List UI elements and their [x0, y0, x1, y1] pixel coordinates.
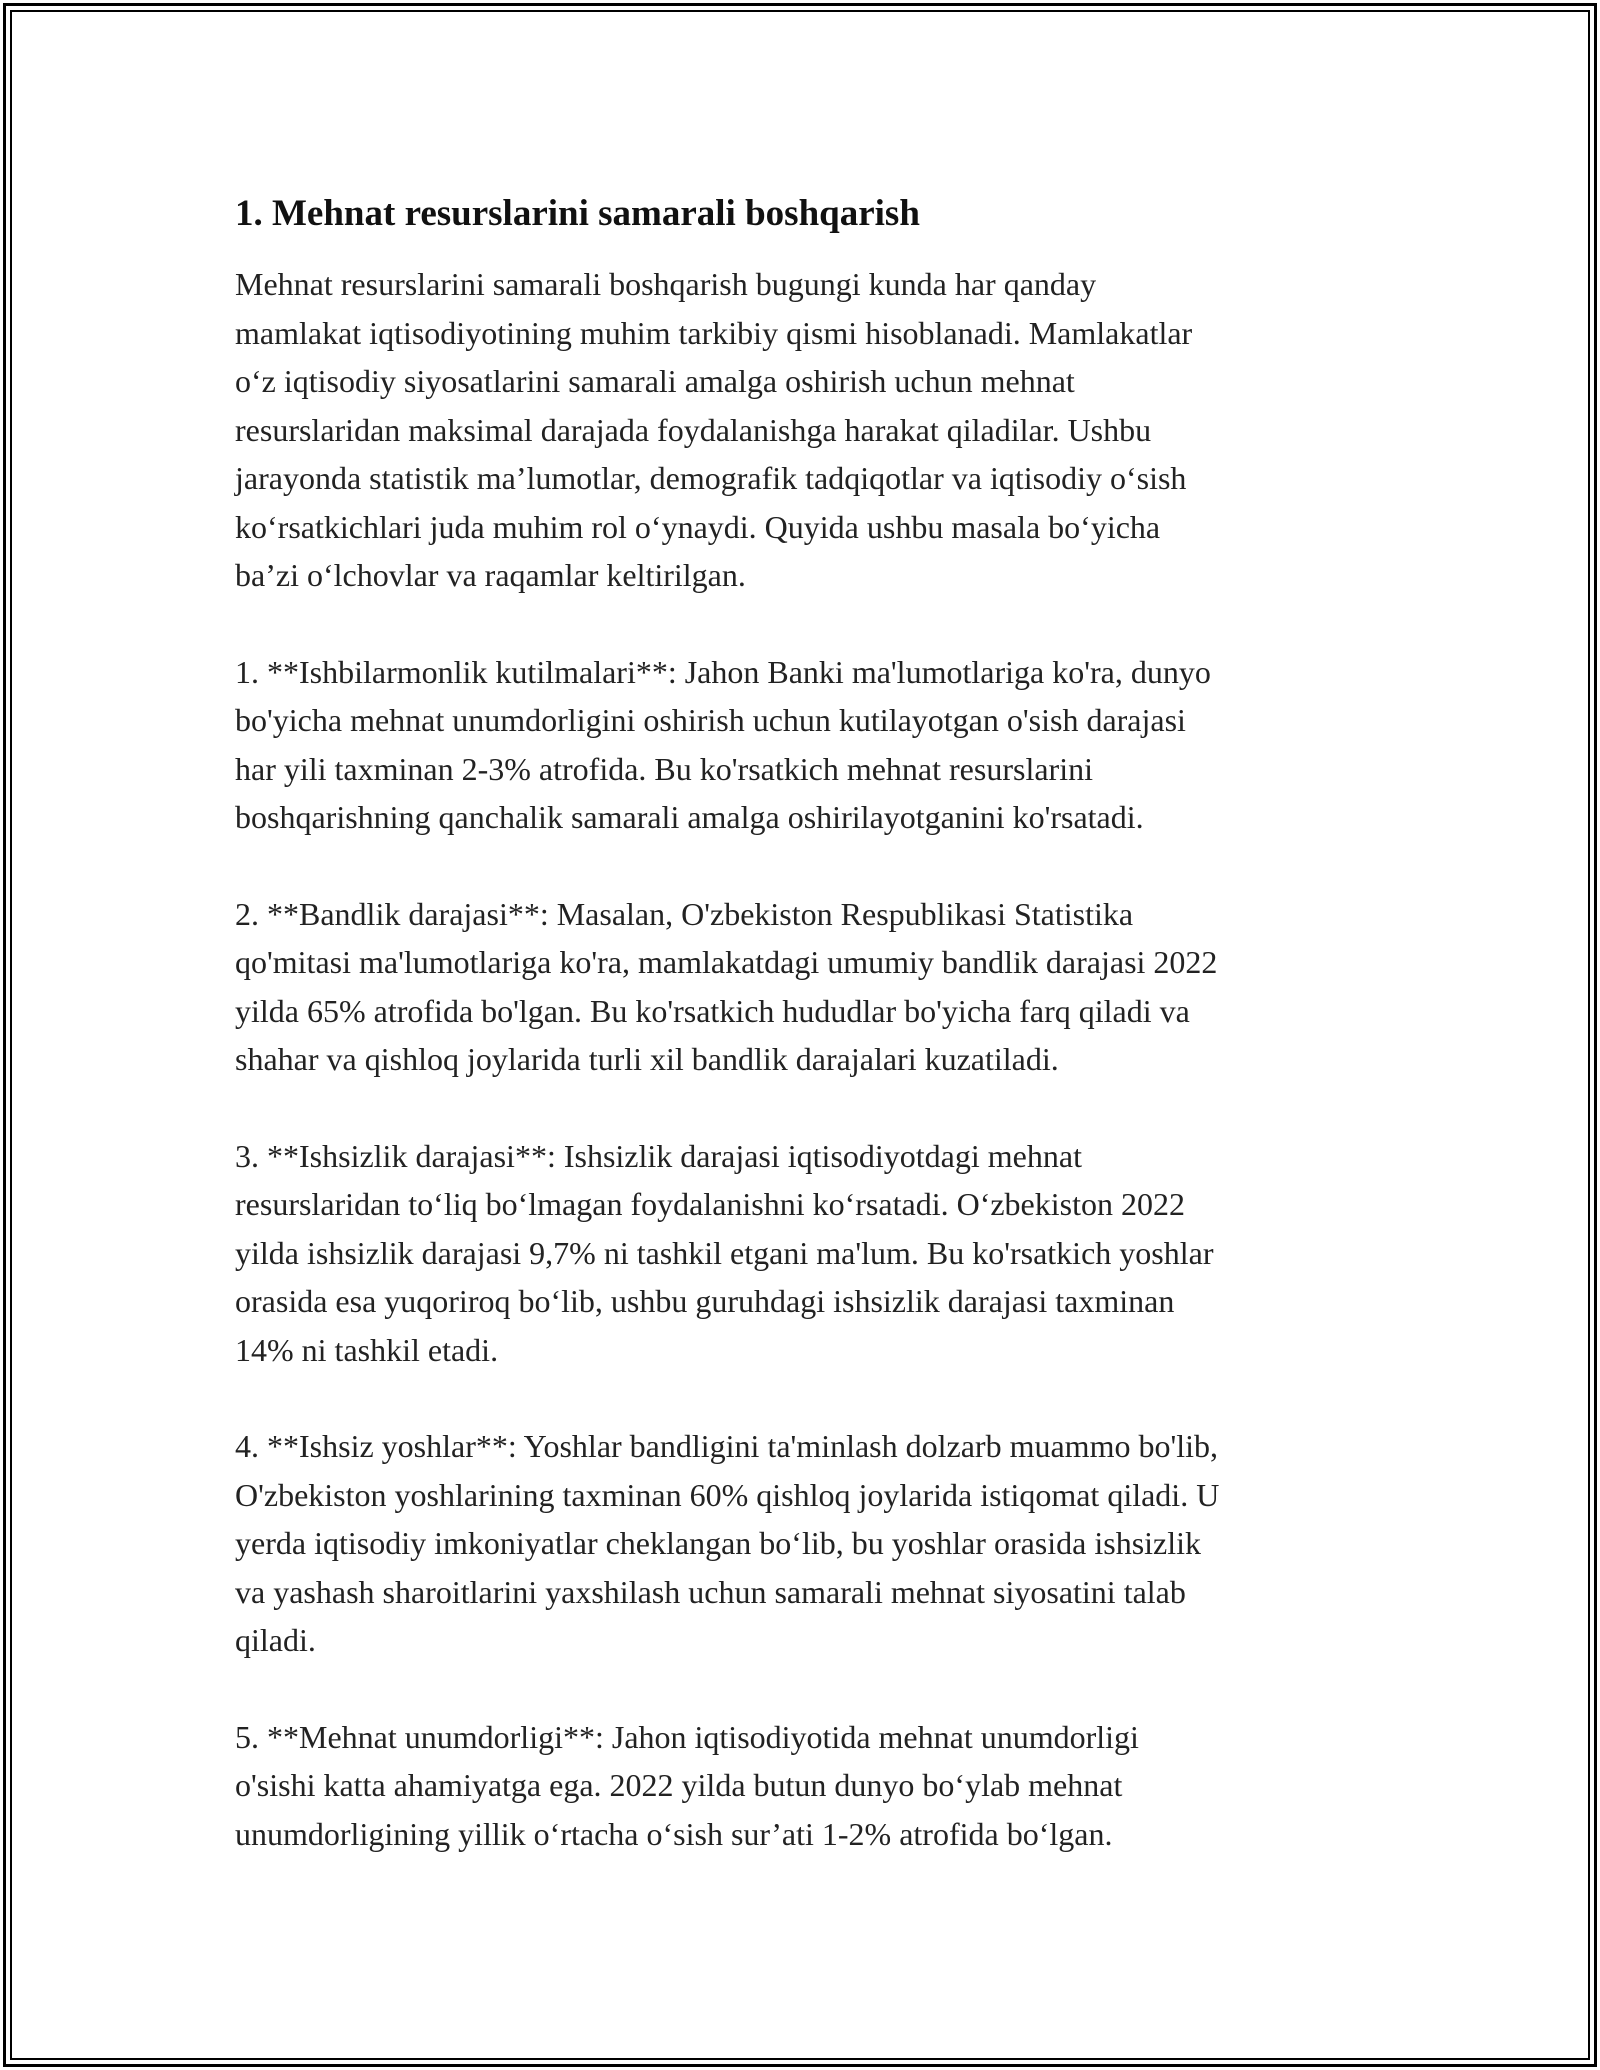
section-heading: 1. Mehnat resurslarini samarali boshqarish [235, 193, 920, 234]
intro-paragraph: Mehnat resurslarini samarali boshqarish bugungi kunda har qanday mamlakat iqtisodiyotining muhim tarkibiy qismi hisoblanadi. Mamlakatlar o‘z iqtisodiy siyosatlarini samarali amalga oshirish uchun mehnat resurslaridan maksimal darajada foydalanishga harakat qiladilar. Ushbu jarayonda statistik ma’lumotlar, demografik tadqiqotlar va iqtisodiy o‘sish ko‘rsatkichlari juda muhim rol o‘ynaydi. Quyida ushbu masala bo‘yicha ba’zi o‘lchovlar va raqamlar keltirilgan. [235, 266, 1193, 593]
paragraph-unemployed-youth: 4. **Ishsiz yoshlar**: Yoshlar bandligini ta'minlash dolzarb muammo bo'lib, O'zbekiston yoshlarining taxminan 60% qishloq joylarida istiqomat qiladi. U yerda iqtisodiy imkoniyatlar cheklangan bo‘lib, bu yoshlar orasida ishsizlik va yashash sharoitlarini yaxshilash uchun samarali mehnat siyosatini talab qiladi. [235, 1428, 1220, 1658]
paragraph-business-expectations: 1. **Ishbilarmonlik kutilmalari**: Jahon Banki ma'lumotlariga ko'ra, dunyo bo'yicha mehnat unumdorligini oshirish uchun kutilayotgan o'sish darajasi har yili taxminan 2-3% atrofida. Bu ko'rsatkich mehnat resurslarini boshqarishning qanchalik samarali amalga oshirilayotganini ko'rsatadi. [235, 653, 1211, 835]
paragraph-unemployment-rate: 3. **Ishsizlik darajasi**: Ishsizlik darajasi iqtisodiyotdagi mehnat resurslaridan to‘liq bo‘lmagan foydalanishni ko‘rsatadi. O‘zbekiston 2022 yilda ishsizlik darajasi 9,7% ni tashkil etgani ma'lum. Bu ko'rsatkich yoshlar orasida esa yuqoriroq bo‘lib, ushbu guruhdagi ishsizlik darajasi taxminan 14% ni tashkil etadi. [235, 1137, 1214, 1368]
document-body [235, 190, 1375, 1906]
paragraph-employment-rate: 2. **Bandlik darajasi**: Masalan, O'zbekiston Respublikasi Statistika qo'mitasi ma'lumotlariga ko'ra, mamlakatdagi umumiy bandlik darajasi 2022 yilda 65% atrofida bo'lgan. Bu ko'rsatkich hududlar bo'yicha farq qiladi va shahar va qishloq joylarida turli xil bandlik darajalari kuzatiladi. [235, 895, 1218, 1077]
paragraph-labor-productivity: 5. **Mehnat unumdorligi**: Jahon iqtisodiyotida mehnat unumdorligi o'sishi katta ahamiyatga ega. 2022 yilda butun dunyo bo‘ylab mehnat unumdorligining yillik o‘rtacha o‘sish sur’ati 1-2% atrofida bo‘lgan. [235, 1718, 1139, 1852]
